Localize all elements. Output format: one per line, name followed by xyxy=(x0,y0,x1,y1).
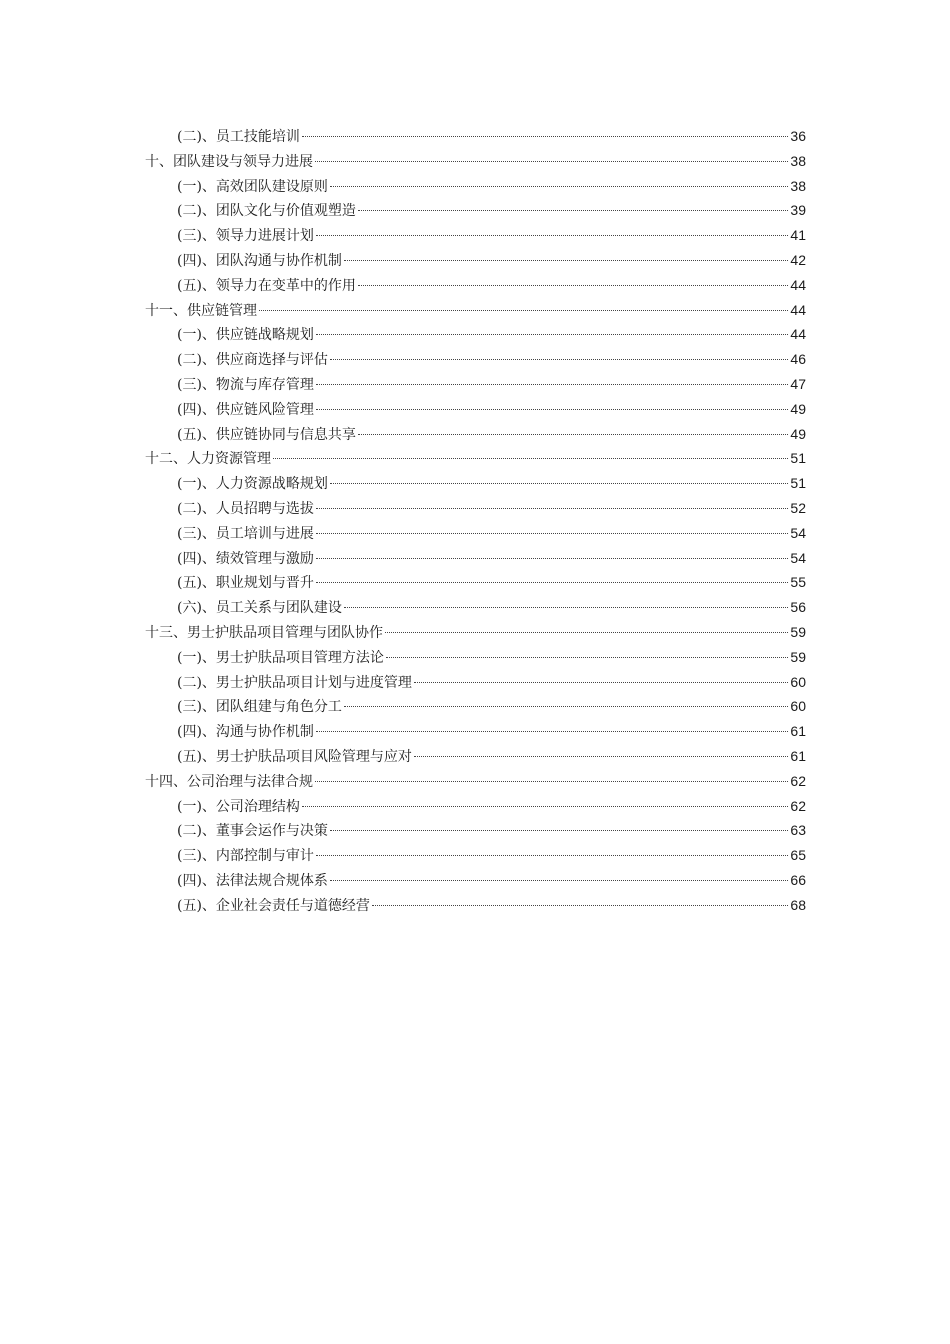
toc-section-entry[interactable] xyxy=(145,818,806,843)
toc-entry-title: 十一、供应链管理 xyxy=(145,302,257,319)
dot-leader xyxy=(273,458,788,459)
toc-entry-page-number: 49 xyxy=(790,425,806,442)
dot-leader xyxy=(372,905,788,906)
toc-entry-title: (四)、沟通与协作机制 xyxy=(177,724,314,741)
dot-leader xyxy=(259,310,788,311)
toc-entry-title: (五)、供应链协同与信息共享 xyxy=(177,426,356,443)
dot-leader xyxy=(316,582,788,583)
dot-leader xyxy=(316,334,788,335)
toc-chapter-entry[interactable] xyxy=(145,446,806,471)
toc-entry-page-number: 54 xyxy=(790,549,806,566)
toc-entry-title: (四)、团队沟通与协作机制 xyxy=(177,252,342,269)
toc-entry-page-number: 68 xyxy=(790,896,806,913)
dot-leader xyxy=(330,830,788,831)
toc-entry-page-number: 44 xyxy=(790,301,806,318)
toc-entry-page-number: 38 xyxy=(790,152,806,169)
toc-entry-title: (三)、员工培训与进展 xyxy=(177,525,314,542)
toc-section-entry[interactable] xyxy=(145,645,806,670)
toc-entry-page-number: 47 xyxy=(790,375,806,392)
toc-section-entry[interactable] xyxy=(145,546,806,571)
dot-leader xyxy=(315,161,788,162)
toc-entry-title: 十二、人力资源管理 xyxy=(145,451,271,468)
toc-entry-page-number: 61 xyxy=(790,723,806,740)
toc-section-entry[interactable] xyxy=(145,198,806,223)
toc-section-entry[interactable] xyxy=(145,744,806,769)
toc-entry-title: (二)、员工技能培训 xyxy=(177,129,300,145)
dot-leader xyxy=(316,558,788,559)
dot-leader xyxy=(344,706,788,707)
toc-entry-title: (一)、公司治理结构 xyxy=(177,798,300,815)
toc-entry-title: (三)、内部控制与审计 xyxy=(177,848,314,865)
dot-leader xyxy=(330,186,788,187)
dot-leader xyxy=(358,434,788,435)
toc-entry-page-number: 44 xyxy=(790,326,806,343)
toc-entry-title: (五)、企业社会责任与道德经营 xyxy=(177,897,370,914)
toc-section-entry[interactable] xyxy=(145,347,806,372)
toc-entry-title: (五)、职业规划与晋升 xyxy=(177,575,314,592)
toc-section-entry[interactable] xyxy=(145,893,806,918)
toc-section-entry[interactable] xyxy=(145,794,806,819)
toc-entry-page-number: 56 xyxy=(790,599,806,616)
toc-section-entry[interactable] xyxy=(145,843,806,868)
toc-chapter-entry[interactable] xyxy=(145,620,806,645)
toc-entry-title: (一)、高效团队建设原则 xyxy=(177,178,328,195)
toc-entry-page-number: 41 xyxy=(790,227,806,244)
toc-section-entry[interactable] xyxy=(145,521,806,546)
dot-leader xyxy=(414,756,788,757)
toc-entry-page-number: 38 xyxy=(790,177,806,194)
toc-entry-page-number: 63 xyxy=(790,822,806,839)
toc-chapter-entry[interactable] xyxy=(145,149,806,174)
toc-section-entry[interactable] xyxy=(145,670,806,695)
toc-entry-title: (一)、人力资源战略规划 xyxy=(177,476,328,493)
toc-section-entry[interactable] xyxy=(145,868,806,893)
toc-entry-page-number: 51 xyxy=(790,475,806,492)
dot-leader xyxy=(316,235,788,236)
toc-section-entry[interactable] xyxy=(145,496,806,521)
toc-entry-title: (三)、领导力进展计划 xyxy=(177,228,314,245)
toc-entry-page-number: 66 xyxy=(790,871,806,888)
toc-entry-page-number: 62 xyxy=(790,797,806,814)
toc-entry-title: (六)、员工关系与团队建设 xyxy=(177,600,342,617)
toc-chapter-entry[interactable] xyxy=(145,769,806,794)
toc-entry-page-number: 42 xyxy=(790,251,806,268)
toc-entry-page-number: 51 xyxy=(790,450,806,467)
dot-leader xyxy=(316,855,788,856)
dot-leader xyxy=(330,483,788,484)
dot-leader xyxy=(344,260,788,261)
toc-entry-title: (一)、供应链战略规划 xyxy=(177,327,314,344)
toc-entry-page-number: 39 xyxy=(790,202,806,219)
toc-entry-title: 十、团队建设与领导力进展 xyxy=(145,153,313,170)
toc-entry-title: (二)、董事会运作与决策 xyxy=(177,823,328,840)
toc-entry-title: (二)、供应商选择与评估 xyxy=(177,352,328,369)
toc-entry-page-number: 54 xyxy=(790,524,806,541)
dot-leader xyxy=(302,806,788,807)
dot-leader xyxy=(385,632,788,633)
toc-entry-title: 十四、公司治理与法律合规 xyxy=(145,773,313,790)
toc-entry-page-number: 49 xyxy=(790,400,806,417)
dot-leader xyxy=(316,508,788,509)
toc-section-entry[interactable] xyxy=(145,595,806,620)
toc-entry-page-number: 44 xyxy=(790,276,806,293)
toc-section-entry[interactable] xyxy=(145,397,806,422)
dot-leader xyxy=(358,285,788,286)
dot-leader xyxy=(316,409,788,410)
dot-leader xyxy=(330,880,788,881)
toc-entry-page-number: 55 xyxy=(790,574,806,591)
toc-entry-page-number: 62 xyxy=(790,772,806,789)
toc-section-entry[interactable] xyxy=(145,322,806,347)
toc-entry-title: (二)、男士护肤品项目计划与进度管理 xyxy=(177,674,412,691)
toc-section-entry[interactable] xyxy=(145,570,806,595)
toc-entry-title: (三)、物流与库存管理 xyxy=(177,376,314,393)
toc-section-entry[interactable] xyxy=(145,223,806,248)
toc-entry-title: (一)、男士护肤品项目管理方法论 xyxy=(177,649,384,666)
toc-entry-page-number: 60 xyxy=(790,673,806,690)
toc-entry-title: (五)、领导力在变革中的作用 xyxy=(177,277,356,294)
dot-leader xyxy=(302,136,788,137)
toc-entry-page-number: 61 xyxy=(790,747,806,764)
toc-section-entry[interactable] xyxy=(145,124,806,149)
toc-entry-title: (四)、法律法规合规体系 xyxy=(177,872,328,889)
toc-section-entry[interactable] xyxy=(145,694,806,719)
toc-entry-page-number: 59 xyxy=(790,623,806,640)
toc-entry-title: (二)、团队文化与价值观塑造 xyxy=(177,203,356,220)
toc-section-entry[interactable] xyxy=(145,422,806,447)
dot-leader xyxy=(316,731,788,732)
dot-leader xyxy=(344,607,788,608)
toc-entry-page-number: 36 xyxy=(790,128,806,144)
toc-entry-page-number: 46 xyxy=(790,351,806,368)
toc-entry-page-number: 60 xyxy=(790,698,806,715)
toc-entry-title: (四)、绩效管理与激励 xyxy=(177,550,314,567)
toc-entry-title: (三)、团队组建与角色分工 xyxy=(177,699,342,716)
dot-leader xyxy=(414,682,788,683)
toc-section-entry[interactable] xyxy=(145,248,806,273)
toc-chapter-entry[interactable] xyxy=(145,298,806,323)
table-of-contents xyxy=(145,124,806,918)
toc-entry-title: (四)、供应链风险管理 xyxy=(177,401,314,418)
dot-leader xyxy=(316,384,788,385)
toc-entry-title: (五)、男士护肤品项目风险管理与应对 xyxy=(177,748,412,765)
toc-entry-title: (二)、人员招聘与选拔 xyxy=(177,500,314,517)
dot-leader xyxy=(386,657,788,658)
dot-leader xyxy=(358,210,788,211)
toc-entry-page-number: 52 xyxy=(790,499,806,516)
dot-leader xyxy=(316,533,788,534)
dot-leader xyxy=(315,781,788,782)
toc-section-entry[interactable] xyxy=(145,471,806,496)
dot-leader xyxy=(330,359,788,360)
toc-section-entry[interactable] xyxy=(145,174,806,199)
toc-entry-page-number: 59 xyxy=(790,648,806,665)
toc-section-entry[interactable] xyxy=(145,273,806,298)
toc-entry-title: 十三、男士护肤品项目管理与团队协作 xyxy=(145,624,383,641)
toc-section-entry[interactable] xyxy=(145,719,806,744)
toc-section-entry[interactable] xyxy=(145,372,806,397)
toc-entry-page-number: 65 xyxy=(790,847,806,864)
